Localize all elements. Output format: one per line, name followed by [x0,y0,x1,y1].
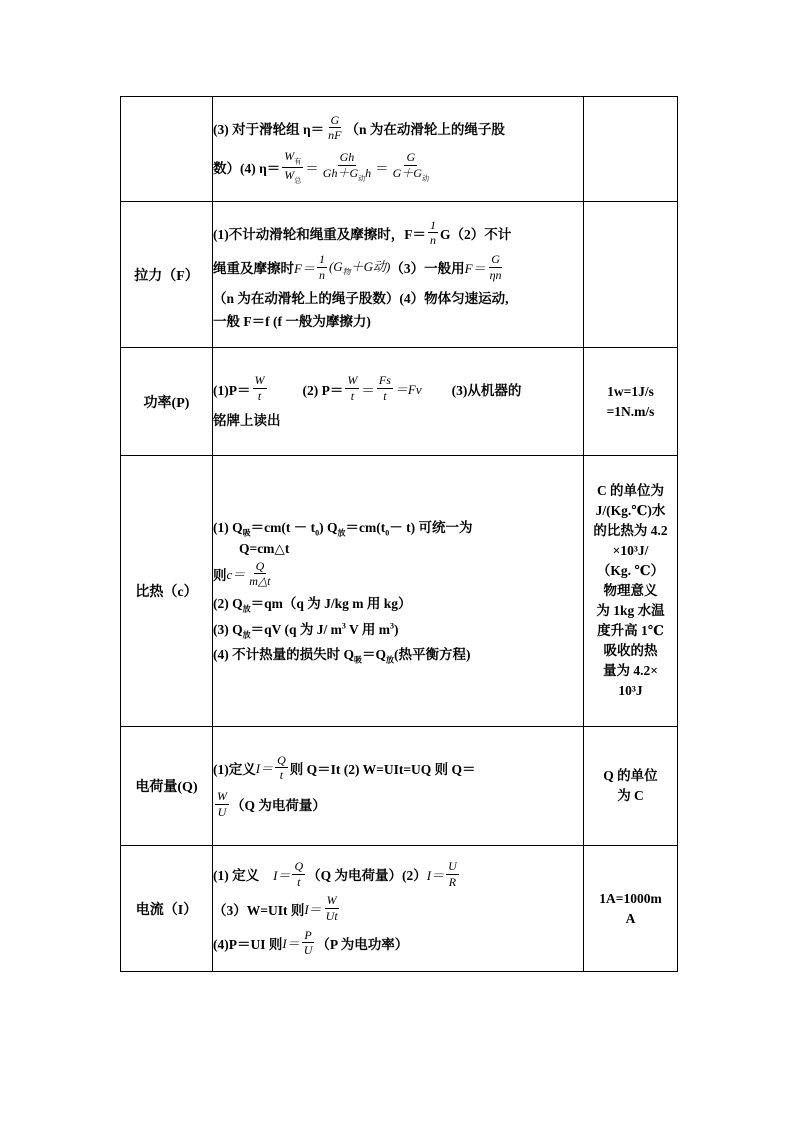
row-charge [121,727,678,846]
fraction: $\frac{U}{R}$ [448,859,457,889]
fraction: $\frac{W}{Ut}$ [325,893,338,923]
fraction: $\frac{P}{U}$ [303,927,313,958]
quantity-cell-charge: 电荷量(Q) [121,727,213,846]
formula-table [120,96,678,972]
fraction: $\frac{Q}{t}$ [277,752,286,783]
fraction: $\frac{Q}{t}$ [294,859,304,889]
quantity-cell-tension: 拉力（F） [121,202,213,348]
formula-cell-current: (1) 定义 I＝ $\frac{Q}{t}$ （Q 为电荷量）(2） I＝ $\frac{U}{R}$ （3）W=UIt 则 I＝ $\frac{W}{Ut}$ (4)P＝UI 则 I＝ $\frac{P}{U}$ （P 为电功率） [213,846,584,972]
unit-cell-tension [584,202,678,348]
unit-cell-power: 1w=1J/s =1N.m/s [584,348,678,456]
unit-cell-charge: Q 的单位 为 C [584,727,678,846]
formula-cell-specific-heat: (1) $Q_吸=cm(t - t_0)$ $Q_放=cm(t_0- t)$ 可统一为 Q=cm△t 则 c＝ $\frac{Q}{m\triangle t}$ (2) $Q_放=qm(q$ 为 J/kg m 用 kg） (3) $Q_放=qV$ (q 为 J/ $m^3$ V 用 $m^3$) (4) 不计热量的损失时 $Q_吸=Q_放$(热平衡方程) [213,456,584,727]
fraction: $\frac{G}{nF}$ [328,112,342,143]
unit-cell-efficiency [584,97,678,202]
fraction: $\frac{G}{G+G_动}$ [392,150,429,183]
row-tension [121,202,678,348]
formula-cell-efficiency: (3) 对于滑轮组 η＝ $\frac{G}{nF}$ （n 为在动滑轮上的绳子股 数）(4) η＝ $\frac{W_有}{W_总}$ ＝ $\frac{Gh}{Gh+G_动h}$ ＝ $\frac{G}{G+G_动}$ [213,97,584,202]
fraction: $\frac{Fs}{t}$ [378,373,391,403]
row-current [121,846,678,972]
quantity-cell-efficiency [121,97,213,202]
quantity-cell-current: 电流（I） [121,846,213,972]
fraction: $\frac{W}{t}$ [254,373,265,403]
row-power [121,348,678,456]
formula-cell-tension: (1)不计动滑轮和绳重及摩擦时，F＝ $\frac{1}{n}$ G（2）不计 绳重及摩擦时 F＝ $\frac{1}{n}$ ($G_物+G$动) （3）一般用 F＝ $\frac{G}{\eta n}$ （n 为在动滑轮上的绳子股数）(4）物体匀速运动, 一般 F＝f (f 一般为摩擦力) [213,202,584,348]
formula-cell-charge: (1)定义 I＝ $\frac{Q}{t}$ 则 Q＝It (2) W=UIt=UQ 则 Q＝ $\frac{W}{U}$ （Q 为电荷量） [213,727,584,846]
fraction: $\frac{G}{\eta n}$ [489,252,502,282]
fraction: $\frac{1}{n}$ [430,217,436,248]
fraction: $\frac{Q}{m\triangle t}$ [249,558,271,589]
row-specific-heat [121,456,678,727]
fraction: $\frac{W}{U}$ [217,789,227,819]
fraction: $\frac{1}{n}$ [318,252,325,282]
fraction: $\frac{W_有}{W_总}$ [284,148,302,184]
quantity-cell-specific-heat: 比热（c） [121,456,213,727]
unit-cell-specific-heat: C 的单位为 J/(Kg.℃)水 的比热为 4.2 ×10³J/ （Kg. ℃） 物理意义 为 1kg 水温 度升高 1℃ 吸收的热 量为 4.2× 10³J [584,456,678,727]
fraction: $\frac{W}{t}$ [347,373,358,403]
formula-cell-power: (1)P＝ $\frac{W}{t}$ (2) P＝ $\frac{W}{t}$ ＝ $\frac{Fs}{t}$ ＝Fv (3)从机器的 铭牌上读出 [213,348,584,456]
quantity-cell-power: 功率(P) [121,348,213,456]
fraction: $\frac{Gh}{Gh+G_动h}$ [322,150,372,183]
row-efficiency [121,97,678,202]
unit-cell-current: 1A=1000m A [584,846,678,972]
